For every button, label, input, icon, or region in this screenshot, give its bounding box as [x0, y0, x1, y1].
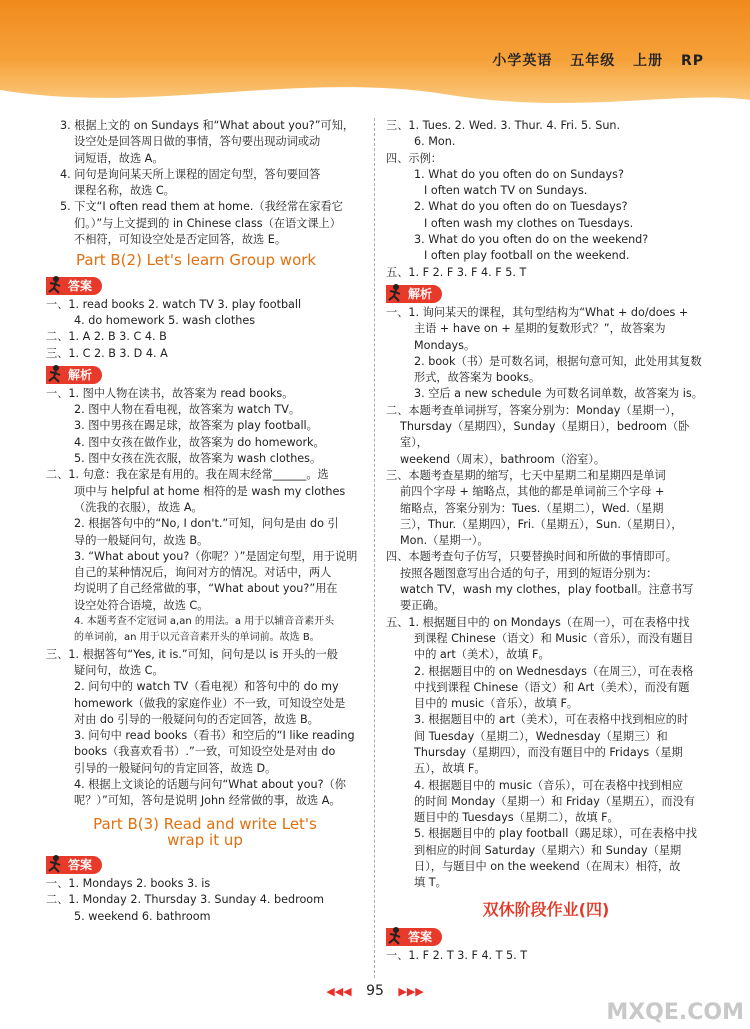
text-line: 课程名称，故选 C。	[74, 184, 175, 198]
running-man-icon	[386, 283, 406, 303]
text-line: 2. book（书）是可数名词，根据句意可知，此处用其复数	[414, 354, 702, 368]
text-line: 三、1. C 2. B 3. D 4. A	[46, 346, 168, 360]
running-man-icon	[46, 364, 66, 384]
text-line: 们。）”与上文提到的 in Chinese class（在语文课上）	[74, 216, 341, 230]
part-title: Part B(2) Let's learn Group work	[76, 251, 317, 270]
text-line: 4. 根据上文谈论的话题与问句“What about you?（你	[74, 777, 346, 791]
part2-answers	[46, 297, 364, 362]
text-line: Thursday（星期四），而没有题目中的 Fridays（星期	[414, 745, 683, 759]
text-line: 对由 do 引导的一般疑问句的否定回答，故选 B。	[74, 712, 319, 726]
book-info	[480, 50, 704, 70]
analysis-label: 解析	[386, 285, 442, 303]
text-line: 按照各题图意写出合适的句子，用到的短语分别为：	[400, 566, 658, 580]
analysis-tag	[386, 285, 442, 303]
text-line: 题目中的 Tuesdays（星期二），故填 F。	[414, 811, 619, 825]
text-line: 不相符，可知设空处是否定回答，故选 E。	[74, 233, 287, 247]
text-line: 3. 图中男孩在踢足球，故答案为 play football。	[74, 419, 318, 433]
text-line: 一、1. Mondays 2. books 3. is	[46, 877, 211, 891]
text-line: 一、1. read books 2. watch TV 3. play football	[46, 297, 302, 311]
answer-tag	[46, 856, 102, 874]
answer-tag	[46, 277, 102, 295]
text-line: 自己的某种情况后，询问对方的情况。对话中，两人	[74, 566, 332, 580]
text-line: 引导的一般疑问句的肯定回答，故选 D。	[74, 761, 277, 775]
text-line: 4. 问句是询问某天所上课程的固定句型，答句要回答	[60, 167, 321, 181]
text-line: 2. 问句中的 watch TV（看电视）和答句中的 do my	[74, 680, 339, 694]
text-line: 四、示例：	[386, 151, 442, 165]
text-line: 中的 art（美术），故填 F。	[414, 648, 550, 662]
text-line: 5. 图中女孩在洗衣服，故答案为 wash clothes。	[74, 452, 322, 466]
text-line: 的单词前，an 用于以元音音素开头的单词前。故选 B。	[74, 632, 320, 644]
text-line: 设空处是回答周日做的事情，答句要出现动词或动	[74, 135, 321, 149]
analysis-label: 解析	[46, 366, 102, 384]
text-line: 3. 问句中 read books（看书）和空后的“I like reading	[74, 729, 355, 743]
text-line: 1. What do you often do on Sundays?	[414, 167, 624, 181]
text-line: 6. Mon.	[414, 135, 456, 149]
page-footer	[0, 983, 750, 999]
answer-tag	[386, 928, 442, 946]
text-line: 词短语，故选 A。	[74, 151, 164, 165]
text-line: 设空处符合语境，故选 C。	[74, 598, 209, 612]
text-line: Thursday（星期四），Sunday（星期日），bedroom（卧室），	[400, 420, 690, 450]
text-line: 目中的 music（音乐），故填 F。	[414, 697, 579, 711]
text-line: 五），故填 F。	[414, 762, 486, 776]
text-line: 前四个字母 + 缩略点，其他的都是单词前三个字母 +	[400, 485, 665, 499]
text-line: 间 Tuesday（星期二），Wednesday（星期三）和	[414, 729, 668, 743]
section-answers	[386, 948, 706, 964]
text-line: 5. 下文“I often read them at home.（我经常在家看它	[60, 200, 343, 214]
prev-arrows-icon: ◀◀◀	[326, 985, 352, 998]
text-line: 日），与题目中 on the weekend（在周末）相符，故	[414, 860, 681, 874]
text-line: 3. 根据上文的 on Sundays 和“What about you?”可知，	[60, 119, 355, 132]
part3-answers	[46, 876, 364, 925]
text-line: 均说明了自己经常做的事，“What about you?”用在	[74, 582, 338, 596]
next-arrows-icon: ▶▶▶	[398, 985, 424, 998]
text-line: 主语 + have on + 星期的复数形式？”，故答案为	[414, 322, 666, 336]
text-line: I often wash my clothes on Tuesdays.	[424, 216, 634, 230]
part2-analysis	[46, 386, 364, 810]
subject-label: 小学英语	[492, 53, 553, 69]
text-line: 形式，故答案为 books。	[414, 371, 541, 385]
text-line: 4. 根据题目中的 music（音乐），可在表格中找到相应	[414, 778, 684, 792]
left-column	[46, 118, 364, 925]
part-title: Part B(3) Read and write Let's	[93, 814, 317, 833]
text-line: homework（做我的家庭作业）不一致，可知设空处是	[74, 696, 346, 710]
right-column	[386, 118, 706, 964]
analysis-tag	[46, 366, 102, 384]
text-line: 二、1. Monday 2. Thursday 3. Sunday 4. bedroom	[46, 893, 325, 907]
text-line: 5. weekend 6. bathroom	[74, 909, 211, 923]
text-line: 项中与 helpful at home 相符的是 wash my clothes	[74, 484, 346, 498]
answer-label: 答案	[46, 277, 102, 295]
column-divider	[374, 118, 375, 978]
text-line: 三），Thur.（星期四），Fri.（星期五），Sun.（星期日），	[400, 517, 683, 531]
part3-analysis	[386, 305, 706, 892]
text-line: 一、1. 图中人物在读书，故答案为 read books。	[46, 386, 294, 400]
text-line: 三、1. 根据答句“Yes, it is.”可知，问句是以 is 开头的一般	[46, 647, 338, 661]
text-line: I often watch TV on Sundays.	[424, 184, 588, 198]
text-line: 要正确。	[400, 599, 445, 613]
text-line: Mon.（星期一）。	[400, 534, 489, 548]
text-line: 到相应的时间 Saturday（星期六）和 Sunday（星期	[414, 843, 682, 857]
text-line: （洗我的衣服），故选 A。	[74, 500, 203, 514]
text-line: 缩略点，答案分别为：Tues.（星期二），Wed.（星期	[400, 501, 664, 515]
text-line: 3. What do you often do on the weekend?	[414, 233, 649, 247]
running-man-icon	[46, 275, 66, 295]
text-line: 4. 图中女孩在做作业，故答案为 do homework。	[74, 435, 325, 449]
text-line: 呢？）”可知，答句是说明 John 经常做的事，故选 A。	[74, 794, 341, 808]
text-line: 导的一般疑问句，故选 B。	[74, 533, 209, 547]
text-line: 3. 根据题目中的 art（美术），可在表格中找到相应的时	[414, 713, 689, 727]
section-title: 双休阶段作业(四)	[482, 899, 610, 919]
running-man-icon	[386, 926, 406, 946]
text-line: 3. “What about you?（你呢？）”是固定句型，用于说明	[74, 549, 358, 563]
text-line: 4. do homework 5. wash clothes	[74, 313, 256, 327]
text-line: 五、1. F 2. F 3. F 4. F 5. T	[386, 265, 527, 279]
text-line: 二、1. A 2. B 3. C 4. B	[46, 330, 167, 344]
text-line: 的时间 Monday（星期一）和 Friday（星期五），而没有	[414, 794, 695, 808]
text-line: 五、1. 根据题目中的 on Mondays（在周一），可在表格中找	[386, 615, 690, 629]
text-line: 二、1. 句意：我在家是有用的。我在周末经常______。选	[46, 468, 329, 482]
page-number: 95	[366, 983, 384, 999]
text-line: 2. 根据题目中的 on Wednesdays（在周三），可在表格	[414, 664, 694, 678]
text-line: 3. 空后 a new schedule 为可数名词单数，故答案为 is。	[414, 387, 703, 401]
text-line: 一、1. 询问某天的课程，其句型结构为“What + do/does +	[386, 305, 689, 319]
prev-analysis-tail	[46, 118, 364, 248]
text-line: books（我喜欢看书）.”一致，可知设空处是对由 do	[74, 745, 336, 759]
text-line: Mondays。	[414, 338, 476, 352]
text-line: 四、本题考查句子仿写，只要替换时间和所做的事情即可。	[386, 550, 677, 564]
text-line: 到课程 Chinese（语文）和 Music（音乐），而没有题目	[414, 631, 694, 645]
edition-label: RP	[680, 53, 704, 69]
text-line: 4. 本题考查不定冠词 a,an 的用法。a 用于以辅音音素开头	[74, 616, 335, 628]
text-line: 三、1. Tues. 2. Wed. 3. Thur. 4. Fri. 5. Sun.	[386, 119, 621, 132]
answer-label: 答案	[46, 856, 102, 874]
text-line: 疑问句，故选 C。	[74, 663, 164, 677]
text-line: 5. 根据题目中的 play football（踢足球），可在表格中找	[414, 827, 697, 841]
text-line: weekend（周末），bathroom（浴室）。	[400, 452, 606, 466]
text-line: I often play football on the weekend.	[424, 249, 630, 263]
text-line: watch TV，wash my clothes，play football。注意书写	[400, 583, 694, 597]
text-line: 一、1. F 2. T 3. F 4. T 5. T	[386, 948, 528, 962]
part3-answers-cont	[386, 118, 706, 281]
answer-label: 答案	[386, 928, 442, 946]
text-line: 三、本题考查星期的缩写，七天中星期二和星期四是单词	[386, 468, 666, 482]
text-line: 2. 根据答句中的“No, I don't.”可知，问句是由 do 引	[74, 517, 339, 531]
volume-label: 上册	[633, 53, 664, 69]
text-line: 二、本题考查单词拼写，答案分别为：Monday（星期一），	[386, 403, 682, 417]
text-line: 中找到课程 Chinese（语文）和 Art（美术），而没有题	[414, 680, 690, 694]
text-line: 2. What do you often do on Tuesdays?	[414, 200, 628, 214]
part-title-cont: wrap it up	[167, 830, 243, 849]
grade-label: 五年级	[570, 53, 616, 69]
text-line: 填 T。	[414, 876, 447, 890]
text-line: 2. 图中人物在看电视，故答案为 watch TV。	[74, 403, 301, 417]
running-man-icon	[46, 854, 66, 874]
watermark: MXQE.COM	[606, 1000, 744, 1025]
